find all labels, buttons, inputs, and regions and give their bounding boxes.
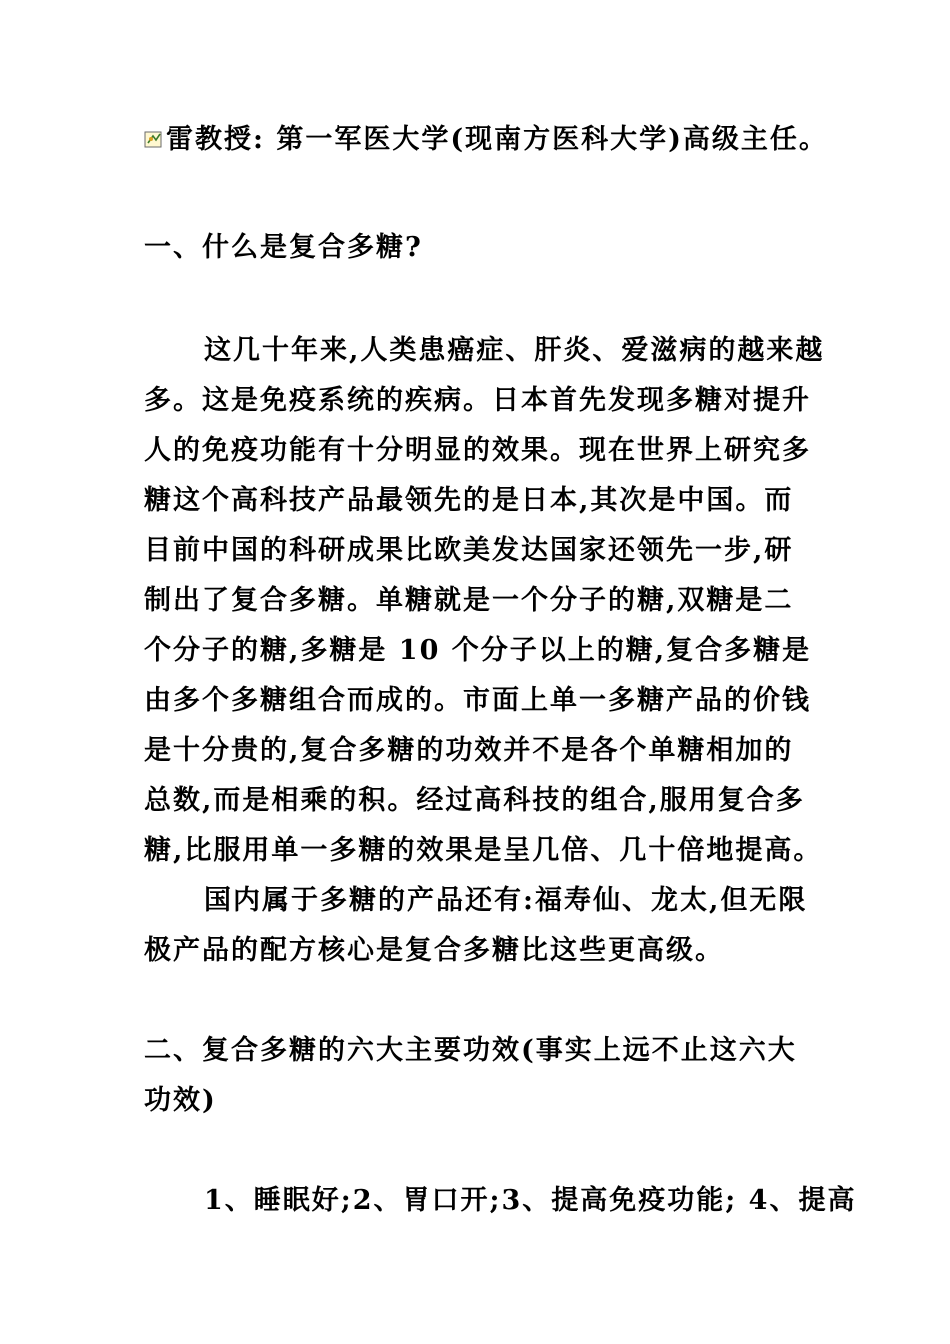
paragraph-line: 制出了复合多糖。单糖就是一个分子的糖,双糖是二 [144, 585, 794, 616]
paragraph-line: 个分子的糖,多糖是 10 个分子以上的糖,复合多糖是 [144, 635, 812, 666]
paragraph-line: 由多个多糖组合而成的。市面上单一多糖产品的价钱 [144, 685, 811, 716]
paragraph-line: 糖这个高科技产品最领先的是日本,其次是中国。而 [144, 485, 794, 516]
paragraph-line: 糖,比服用单一多糖的效果是呈几倍、几十倍地提高。 [144, 835, 823, 866]
section-heading-2: 二、复合多糖的六大主要功效(事实上远不止这六大 [144, 1035, 797, 1066]
paragraph-line: 目前中国的科研成果比欧美发达国家还领先一步,研 [144, 535, 794, 566]
author-line [144, 122, 828, 158]
paragraph-line: 多。这是免疫系统的疾病。日本首先发现多糖对提升 [144, 385, 811, 416]
paragraph-line: 总数,而是相乘的积。经过高科技的组合,服用复合多 [144, 785, 805, 816]
author-text: 雷教授: 第一军医大学(现南方医科大学)高级主任。 [166, 124, 828, 155]
section-heading-2-continued: 功效) [144, 1085, 217, 1116]
section-heading-1: 一、什么是复合多糖? [144, 232, 423, 263]
paragraph-line: 极产品的配方核心是复合多糖比这些更高级。 [144, 935, 724, 966]
paragraph-line: 这几十年来,人类患癌症、肝炎、爱滋病的越来越 [204, 335, 825, 366]
paragraph-line: 国内属于多糖的产品还有:福寿仙、龙太,但无限 [204, 885, 808, 916]
document-icon [144, 130, 164, 150]
paragraph-line: 1、睡眠好;2、胃口开;3、提高免疫功能; 4、提高 [204, 1185, 857, 1216]
paragraph-line: 是十分贵的,复合多糖的功效并不是各个单糖相加的 [144, 735, 794, 766]
paragraph-line: 人的免疫功能有十分明显的效果。现在世界上研究多 [144, 435, 811, 466]
